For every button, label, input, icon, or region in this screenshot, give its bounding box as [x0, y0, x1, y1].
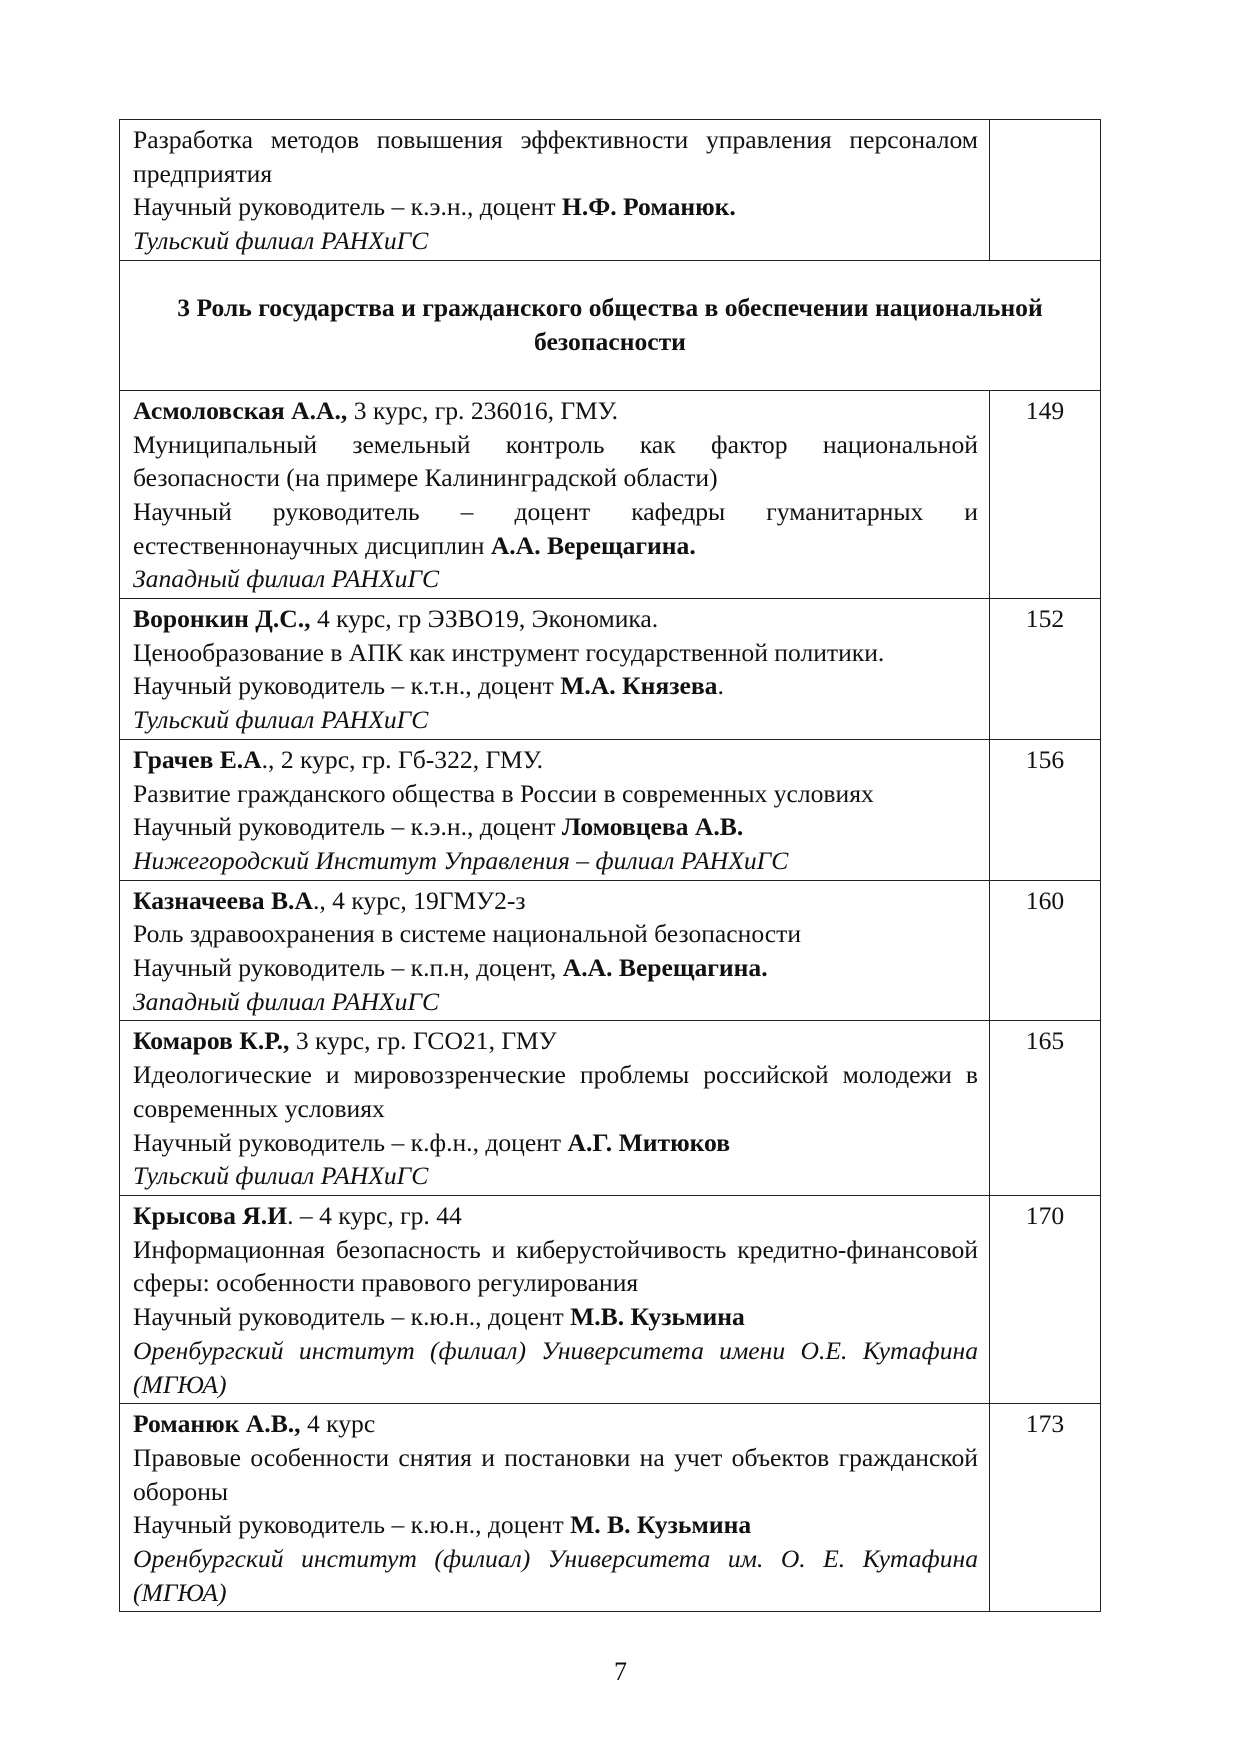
entry-title: Правовые особенности снятия и постановки на учет объектов гражданской обороны: [133, 1442, 978, 1506]
supervisor-name: А.А. Верещагина.: [562, 953, 768, 983]
entry-author-line: [133, 1199, 978, 1233]
author-name: Казначеева В.А: [133, 885, 313, 915]
entry-author-line: [133, 1024, 978, 1058]
entry-page: 160: [990, 880, 1101, 1021]
entry-institution: Оренбургский институт (филиал) Университета имени О.Е. Кутафина (МГЮА): [133, 1335, 978, 1399]
entry-title: Ценообразование в АПК как инструмент государственной политики.: [133, 637, 885, 667]
entry-title: Развитие гражданского общества в России в современных условиях: [133, 778, 874, 808]
entry-page: 170: [990, 1195, 1101, 1403]
supervisor-name: А.Г. Митюков: [567, 1127, 731, 1157]
entry-institution: Западный филиал РАНХиГС: [133, 986, 440, 1016]
author-details: 3 курс, гр. ГСО21, ГМУ: [289, 1026, 557, 1056]
entry-cell: [120, 599, 990, 740]
author-name: Романюк А.В.,: [133, 1409, 301, 1439]
page-cell: [990, 120, 1101, 261]
table-row: [120, 880, 1101, 1021]
author-details: ., 4 курс, 19ГМУ2-з: [312, 885, 526, 915]
author-name: Грачев Е.А: [133, 744, 262, 774]
author-name: Крысова Я.И: [133, 1200, 288, 1230]
section-row: [120, 260, 1101, 390]
entry-cell: [120, 1195, 990, 1403]
entry-supervisor: Научный руководитель – к.п.н, доцент, А.А. Верещагина.: [133, 953, 768, 983]
entry-title: Муниципальный земельный контроль как фактор национальной безопасности (на примере Калининградской области): [133, 429, 978, 493]
entry-title: Разработка методов повышения эффективности управления персоналом предприятия: [133, 125, 978, 188]
entry-institution: Тульский филиал РАНХиГС: [133, 705, 429, 735]
table-row: [120, 1021, 1101, 1196]
entry-institution: Тульский филиал РАНХиГС: [133, 226, 429, 256]
author-details: 4 курс: [300, 1409, 376, 1439]
supervisor-name: А.А. Верещагина.: [490, 530, 696, 560]
entry-title: Идеологические и мировоззренческие проблемы российской молодежи в современных условиях: [133, 1060, 978, 1123]
entry-supervisor: Научный руководитель – к.э.н., доцент Н.Ф. Романюк.: [133, 192, 736, 222]
table-row: [120, 739, 1101, 880]
entry-cell: [120, 880, 990, 1021]
table-row: [120, 390, 1101, 598]
entry-institution: Тульский филиал РАНХиГС: [133, 1161, 429, 1191]
table-row: [120, 1195, 1101, 1403]
entry-page: 149: [990, 390, 1101, 598]
contents-table: [119, 119, 1101, 1612]
entry-page: 173: [990, 1404, 1101, 1612]
entry-author-line: [133, 602, 978, 636]
author-details: ., 2 курс, гр. Гб-322, ГМУ.: [261, 744, 544, 774]
entry-page: 165: [990, 1021, 1101, 1196]
entry-institution: Западный филиал РАНХиГС: [133, 564, 440, 594]
entry-author-line: [133, 394, 978, 428]
supervisor-name: М.А. Князева: [560, 671, 718, 701]
page-number: 7: [614, 1657, 627, 1686]
entry-supervisor: Научный руководитель – к.э.н., доцент Ломовцева А.В.: [133, 812, 744, 842]
table-row: [120, 599, 1101, 740]
author-name: Комаров К.Р.,: [133, 1026, 290, 1056]
entry-author-line: [133, 743, 978, 777]
entry-institution: Нижегородский Институт Управления – филиал РАНХиГС: [133, 845, 789, 875]
entry-cell: [120, 390, 990, 598]
entry-author-line: [133, 1407, 978, 1441]
entry-institution: Оренбургский институт (филиал) Университета им. О. Е. Кутафина (МГЮА): [133, 1544, 978, 1607]
entry-supervisor: Научный руководитель – к.ю.н., доцент М.В. Кузьмина: [133, 1302, 745, 1332]
supervisor-name: М. В. Кузьмина: [570, 1510, 752, 1540]
author-name: Асмоловская А.А.,: [133, 395, 348, 425]
entry-page: 152: [990, 599, 1101, 740]
supervisor-name: Ломовцева А.В.: [561, 812, 744, 842]
author-details: 3 курс, гр. 236016, ГМУ.: [347, 395, 618, 425]
entry-title: Информационная безопасность и киберустойчивость кредитно-финансовой сферы: особенности правового регулирования: [133, 1234, 978, 1298]
entry-cell: [120, 120, 990, 261]
table-row: [120, 120, 1101, 261]
author-name: Воронкин Д.С.,: [133, 604, 311, 634]
supervisor-name: М.В. Кузьмина: [570, 1302, 745, 1332]
author-details: 4 курс, гр ЭЗВО19, Экономика.: [310, 604, 659, 634]
supervisor-name: Н.Ф. Романюк.: [561, 192, 736, 222]
entry-supervisor: Научный руководитель – к.ф.н., доцент А.Г. Митюков: [133, 1127, 731, 1157]
author-details: . – 4 курс, гр. 44: [287, 1200, 462, 1230]
entry-supervisor: Научный руководитель – к.ю.н., доцент М. В. Кузьмина: [133, 1510, 752, 1540]
entry-cell: [120, 1404, 990, 1612]
section-title: 3 Роль государства и гражданского общества в обеспечении национальной безопасности: [120, 260, 1101, 390]
entry-cell: [120, 739, 990, 880]
entry-supervisor: Научный руководитель – к.т.н., доцент М.А. Князева.: [133, 671, 724, 701]
entry-title: Роль здравоохранения в системе национальной безопасности: [133, 919, 802, 949]
entry-page: 156: [990, 739, 1101, 880]
entry-author-line: [133, 884, 978, 918]
table-row: [120, 1404, 1101, 1612]
entry-cell: [120, 1021, 990, 1196]
entry-supervisor: Научный руководитель – доцент кафедры гуманитарных и естественнонаучных дисциплин А.А. Верещагина.: [133, 496, 978, 560]
